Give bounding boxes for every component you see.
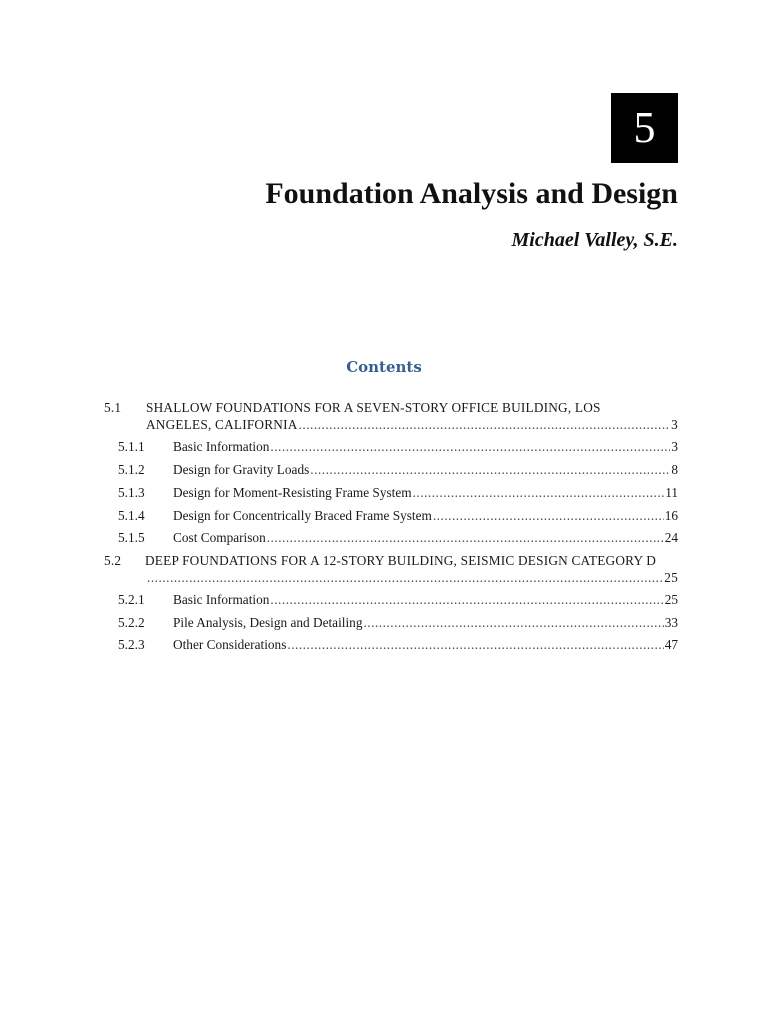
toc-page-number: 3 [671,439,678,454]
toc-page-number: 25 [664,592,678,607]
toc-number: 5.1.5 [118,530,145,545]
toc-entry-5-1-3[interactable] [0,484,768,501]
toc-number: 5.1.4 [118,508,145,523]
toc-number: 5.1.3 [118,485,145,500]
toc-entry-5-1-5[interactable] [0,529,768,546]
toc-number: 5.1.1 [118,439,145,454]
contents-heading: Contents [346,358,422,376]
dot-leader [363,614,663,631]
toc-title-line1: DEEP FOUNDATIONS FOR A 12-STORY BUILDING, SEISMIC DESIGN CATEGORY D [145,553,657,568]
toc-title-line1: SHALLOW FOUNDATIONS FOR A SEVEN-STORY OFFICE BUILDING, LOS [146,400,601,415]
toc-title: Pile Analysis, Design and Detailing [173,615,363,630]
chapter-number-box [611,93,678,163]
dot-leader [267,529,664,546]
toc-page-number: 24 [664,530,678,545]
dot-leader [299,416,671,433]
toc-page-number: 11 [665,485,678,500]
toc-entry-5-2-2[interactable] [0,614,768,631]
toc-title: Design for Gravity Loads [173,462,310,477]
dot-leader [413,484,665,501]
toc-entry-5-1[interactable] [0,399,768,433]
toc-page-number: 3 [671,417,678,432]
toc-number: 5.2.1 [118,592,145,607]
dot-leader [287,636,663,653]
toc-page-number: 8 [671,462,678,477]
toc-entry-5-1-1[interactable] [0,438,768,455]
toc-page-number: 25 [664,570,678,585]
dot-leader [433,507,664,524]
dot-leader [147,569,663,586]
chapter-title: Foundation Analysis and Design [265,177,678,210]
chapter-number: 5 [633,103,656,152]
toc-entry-5-1-4[interactable] [0,507,768,524]
toc-title: Design for Moment-Resisting Frame System [173,485,412,500]
dot-leader [270,591,663,608]
toc-page-number: 47 [664,637,678,652]
toc-number: 5.1 [104,400,122,415]
toc-title: Cost Comparison [173,530,266,545]
dot-leader [270,438,670,455]
toc-number: 5.2.3 [118,637,145,652]
toc-number: 5.2 [104,553,122,568]
toc-title: Basic Information [173,592,270,607]
toc-title: Design for Concentrically Braced Frame System [173,508,432,523]
toc-entry-5-2-1[interactable] [0,591,768,608]
toc-number: 5.2.2 [118,615,145,630]
toc-title: Other Considerations [173,637,287,652]
toc-title: Basic Information [173,439,270,454]
chapter-author: Michael Valley, S.E. [511,229,678,251]
toc-entry-5-2-3[interactable] [0,636,768,653]
dot-leader [310,461,670,478]
toc-title-line2: ANGELES, CALIFORNIA [146,417,298,432]
toc-page-number: 33 [664,615,678,630]
toc-entry-5-2[interactable] [0,552,768,586]
toc-page-number: 16 [664,508,678,523]
toc-number: 5.1.2 [118,462,145,477]
toc-entry-5-1-2[interactable] [0,461,768,478]
